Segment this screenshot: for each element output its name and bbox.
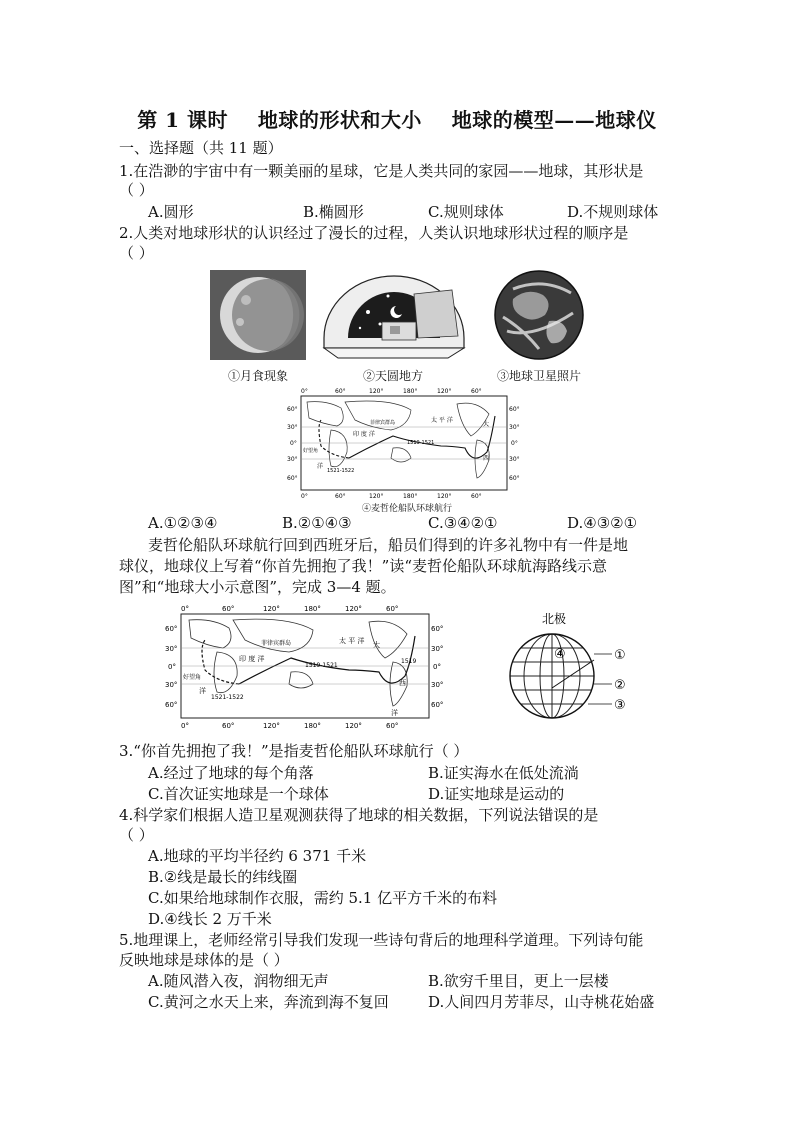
q5-stem-line-2: 反映地球是球体的是（ ） [119, 951, 289, 969]
map-s-rlat-3: 0° [511, 440, 518, 447]
q3-option-b: B.证实海水在低处流淌 [428, 764, 579, 782]
q1-option-a: A.圆形 [148, 203, 194, 221]
q5-option-c: C.黄河之水天上来，奔流到海不复回 [148, 993, 389, 1011]
map-l-route1: 1519-1521 [305, 662, 338, 669]
q2-option-b: B.②①④③ [282, 514, 352, 532]
intro-line-1: 麦哲伦船队环球航行回到西班牙后，船员们得到的许多礼物中有一件是地 [148, 536, 629, 554]
map-l-blon-4: 180° [304, 722, 321, 730]
map-s-lat-3: 0° [290, 440, 297, 447]
map-l-pacific: 太 平 洋 [339, 637, 365, 645]
globe-mark-4: ④ [554, 647, 566, 662]
map-s-lat-4: 30° [287, 456, 298, 463]
map-l-lat-5: 60° [165, 701, 178, 709]
q1-option-b: B.椭圆形 [303, 203, 364, 221]
map-s-blon-6: 60° [471, 493, 482, 500]
sky-dome-image [318, 272, 468, 362]
map-l-lat-3: 0° [168, 663, 176, 671]
map-s-lon-2: 60° [335, 388, 346, 395]
intro-line-3: 图”和“地球大小示意图”，完成 3—4 题。 [119, 578, 396, 596]
map-s-rlat-4: 30° [509, 456, 520, 463]
map-l-blon-3: 120° [263, 722, 280, 730]
section-heading: 一、选择题（共 11 题） [119, 139, 283, 157]
map-l-lon-6: 60° [386, 605, 399, 613]
q1-answer-paren: （ ） [119, 181, 154, 199]
map-s-atlantic-n: 大 [483, 421, 490, 428]
map-l-cape: 好望角 [183, 674, 202, 681]
q4-option-d: D.④线长 2 万千米 [148, 910, 272, 928]
map-s-lat-2: 30° [287, 424, 298, 431]
q5-stem-line-1: 5.地理课上，老师经常引导我们发现一些诗句背后的地理科学道理。下列诗句能 [119, 931, 644, 949]
map-l-lat-1: 60° [165, 625, 178, 633]
map-s-blon-1: 0° [301, 493, 308, 500]
map-s-blon-2: 60° [335, 493, 346, 500]
map-s-lat-1: 60° [287, 406, 298, 413]
map-s-blon-3: 120° [369, 493, 384, 500]
q1-option-d: D.不规则球体 [567, 203, 659, 221]
map-s-blon-5: 120° [437, 493, 452, 500]
q4-option-c: C.如果给地球制作衣服，需约 5.1 亿平方千米的布料 [148, 889, 498, 907]
map-l-route2: 1521-1522 [211, 694, 244, 701]
globe-mark-3: ③ [614, 698, 626, 713]
map-l-philippines: 菲律宾群岛 [261, 640, 292, 647]
q5-option-b: B.欲穷千里目，更上一层楼 [428, 972, 609, 990]
q5-option-a: A.随风潜入夜，润物细无声 [148, 972, 329, 990]
map-l-indian: 印 度 洋 [239, 655, 265, 663]
caption-earth-photo: ③地球卫星照片 [496, 369, 581, 383]
map-s-ocean-char: 洋 [317, 463, 324, 470]
globe-diagram [490, 608, 660, 720]
map-l-rlat-3: 0° [433, 663, 441, 671]
q4-option-b: B.②线是最长的纬线圈 [148, 868, 298, 886]
map-l-lon-5: 120° [345, 605, 362, 613]
q3-option-a: A.经过了地球的每个角落 [148, 764, 314, 782]
caption-magellan: ④麦哲伦船队环球航行 [362, 504, 453, 514]
map-l-rlat-1: 60° [431, 625, 444, 633]
map-l-blon-2: 60° [222, 722, 235, 730]
map-s-pacific: 太 平 洋 [431, 417, 453, 424]
q5-option-d: D.人间四月芳菲尽，山寺桃花始盛 [428, 993, 655, 1011]
map-l-rlat-5: 60° [431, 701, 444, 709]
page-title: 第 1 课时 地球的形状和大小 地球的模型——地球仪 [137, 108, 657, 132]
map-l-lon-3: 120° [263, 605, 280, 613]
q2-answer-paren: （ ） [119, 244, 154, 262]
q4-answer-paren: （ ） [119, 826, 154, 844]
intro-line-2: 球仪，地球仪上写着“你首先拥抱了我！”读“麦哲伦船队环球航海路线示意 [119, 557, 608, 575]
q4-stem: 4.科学家们根据人造卫星观测获得了地球的相关数据，下列说法错误的是 [119, 806, 599, 824]
globe-mark-1: ① [614, 648, 626, 663]
map-l-atlantic-s: 西 [399, 679, 406, 687]
q1-option-c: C.规则球体 [428, 203, 504, 221]
map-s-rlat-1: 60° [509, 406, 520, 413]
map-l-blon-5: 120° [345, 722, 362, 730]
q3-stem: 3.“你首先拥抱了我！”是指麦哲伦船队环球航行（ ） [119, 742, 469, 760]
map-l-ocean-char-2: 洋 [391, 709, 398, 717]
magellan-map-small [287, 386, 523, 510]
map-s-route2: 1521-1522 [327, 468, 355, 474]
map-s-cape: 好望角 [303, 448, 319, 454]
map-l-atlantic-n: 大 [373, 641, 380, 649]
map-l-start: 1519 [401, 658, 417, 665]
map-s-atlantic-s: 西 [483, 455, 490, 462]
map-s-blon-4: 180° [403, 493, 418, 500]
map-s-lon-4: 180° [403, 388, 418, 395]
q2-option-d: D.④③②① [567, 514, 638, 532]
caption-round-sky: ②天圆地方 [362, 369, 423, 383]
map-l-rlat-2: 30° [431, 645, 444, 653]
map-s-philippines: 菲律宾群岛 [370, 420, 396, 426]
map-s-lat-5: 60° [287, 475, 298, 482]
q3-option-d: D.证实地球是运动的 [428, 785, 565, 803]
q2-stem: 2.人类对地球形状的认识经过了漫长的过程，人类认识地球形状过程的顺序是 [119, 224, 629, 242]
map-l-blon-1: 0° [181, 722, 189, 730]
map-l-rlat-4: 30° [431, 681, 444, 689]
map-l-lon-2: 60° [222, 605, 235, 613]
q2-option-c: C.③④②① [428, 514, 498, 532]
lunar-eclipse-image [210, 270, 306, 360]
map-s-lon-1: 0° [301, 388, 308, 395]
map-s-rlat-5: 60° [509, 475, 520, 482]
map-s-indian: 印 度 洋 [353, 431, 375, 438]
map-s-lon-3: 120° [369, 388, 384, 395]
map-s-rlat-2: 30° [509, 424, 520, 431]
q3-option-c: C.首次证实地球是一个球体 [148, 785, 329, 803]
map-l-lon-1: 0° [181, 605, 189, 613]
q1-stem: 1.在浩渺的宇宙中有一颗美丽的星球，它是人类共同的家园——地球，其形状是 [119, 162, 644, 180]
map-l-lat-4: 30° [165, 681, 178, 689]
q2-option-a: A.①②③④ [148, 514, 218, 532]
globe-mark-2: ② [614, 678, 626, 693]
map-s-lon-5: 120° [437, 388, 452, 395]
map-l-blon-6: 60° [386, 722, 399, 730]
caption-lunar-eclipse: ①月食现象 [227, 369, 288, 383]
map-s-lon-6: 60° [471, 388, 482, 395]
globe-north-label: 北极 [542, 612, 567, 626]
map-s-route1: 1519-1521 [407, 440, 435, 446]
magellan-map-large [165, 603, 447, 733]
map-l-lat-2: 30° [165, 645, 178, 653]
map-l-ocean-char: 洋 [199, 687, 206, 695]
earth-photo-image [493, 269, 585, 361]
map-l-lon-4: 180° [304, 605, 321, 613]
q4-option-a: A.地球的平均半径约 6 371 千米 [148, 847, 367, 865]
